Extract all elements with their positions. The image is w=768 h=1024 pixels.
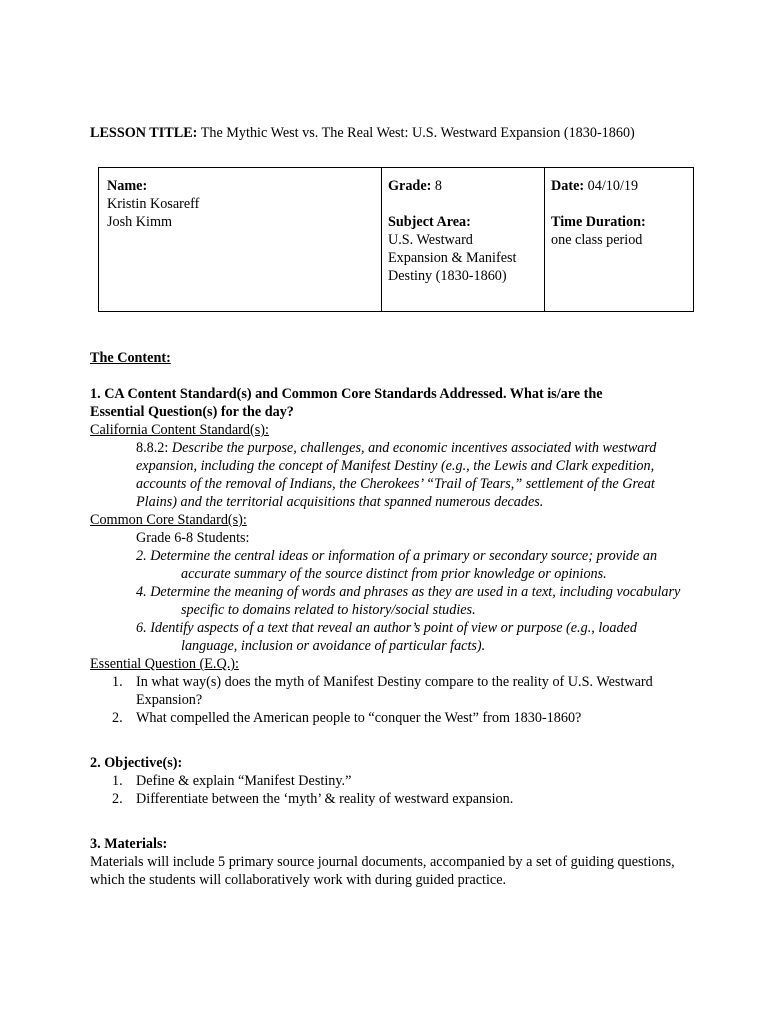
objectives-heading: 2. Objective(s): xyxy=(90,755,183,771)
cc-grade: Grade 6-8 Students: xyxy=(136,530,250,546)
essential-question-label: Essential Question (E.Q.): xyxy=(90,656,239,672)
date-label: Date: xyxy=(551,178,585,194)
teacher-name: Josh Kimm xyxy=(107,214,173,230)
list-item xyxy=(112,709,690,727)
materials-text: Materials will include 5 primary source journal documents, accompanied by a set of guiding questions, which the students will collaboratively work with during guided practice. xyxy=(90,854,675,888)
objectives-list xyxy=(90,772,690,808)
date-value: 04/10/19 xyxy=(587,178,639,194)
content-heading: The Content: xyxy=(90,350,171,366)
subject-label: Subject Area: xyxy=(388,214,471,230)
objective: Differentiate between the ‘myth’ & reality of westward expansion. xyxy=(136,791,514,807)
lesson-title-text: The Mythic West vs. The Real West: U.S. Westward Expansion (1830-1860) xyxy=(200,125,635,141)
subject-line: U.S. Westward xyxy=(388,232,473,248)
grade-value: 8 xyxy=(434,178,442,194)
grade-label: Grade: xyxy=(388,178,432,194)
list-number: 1. xyxy=(112,674,123,690)
ca-standard-code: 8.8.2: xyxy=(136,440,169,456)
lesson-title-label: LESSON TITLE: xyxy=(90,125,198,141)
list-number: 1. xyxy=(112,773,123,789)
date-duration-cell xyxy=(545,168,694,312)
lesson-title xyxy=(90,124,635,142)
cc-standards-label: Common Core Standard(s): xyxy=(90,512,247,528)
essential-question-list xyxy=(90,673,690,727)
subject-line: Destiny (1830-1860) xyxy=(388,268,507,284)
duration-value: one class period xyxy=(551,232,643,248)
essential-question: In what way(s) does the myth of Manifest Destiny compare to the reality of U.S. Westward Expansion? xyxy=(136,674,653,708)
section1-heading-line1: 1. CA Content Standard(s) and Common Core Standards Addressed. What is/are the xyxy=(90,386,603,402)
list-item xyxy=(112,772,690,790)
list-number: 2. xyxy=(112,791,123,807)
list-item xyxy=(112,673,690,709)
essential-question: What compelled the American people to “conquer the West” from 1830-1860? xyxy=(136,710,582,726)
duration-label: Time Duration: xyxy=(551,214,646,230)
materials-heading: 3. Materials: xyxy=(90,836,168,852)
cc-standard-item: 6. Identify aspects of a text that reveal an author’s point of view or purpose (e.g., loaded language, inclusion or avoidance of particular facts). xyxy=(136,620,637,654)
lesson-content xyxy=(90,349,690,889)
cc-standard-item: 2. Determine the central ideas or information of a primary or secondary source; provide an accurate summary of the source distinct from prior knowledge or opinions. xyxy=(136,548,658,582)
list-number: 2. xyxy=(112,710,123,726)
name-cell xyxy=(99,168,382,312)
list-item xyxy=(112,790,690,808)
lesson-info-table xyxy=(98,167,694,312)
ca-standard-description: Describe the purpose, challenges, and economic incentives associated with westward expansion, including the concept of Manifest Destiny (e.g., the Lewis and Clark expedition, accounts of the removal of Indians, the Cherokees’ “Trail of Tears,” settlement of the Great Plains) and the territorial acquisitions that spanned numerous decades. xyxy=(136,440,657,510)
ca-standard-text xyxy=(136,439,690,511)
subject-line: Expansion & Manifest xyxy=(388,250,517,266)
section1-heading-line2: Essential Question(s) for the day? xyxy=(90,404,294,420)
teacher-name: Kristin Kosareff xyxy=(107,196,200,212)
cc-standard-item: 4. Determine the meaning of words and phrases as they are used in a text, including vocabulary specific to domains related to history/social studies. xyxy=(136,584,681,618)
objective: Define & explain “Manifest Destiny.” xyxy=(136,773,352,789)
grade-subject-cell xyxy=(382,168,545,312)
ca-standards-label: California Content Standard(s): xyxy=(90,422,269,438)
name-label: Name: xyxy=(107,178,148,194)
